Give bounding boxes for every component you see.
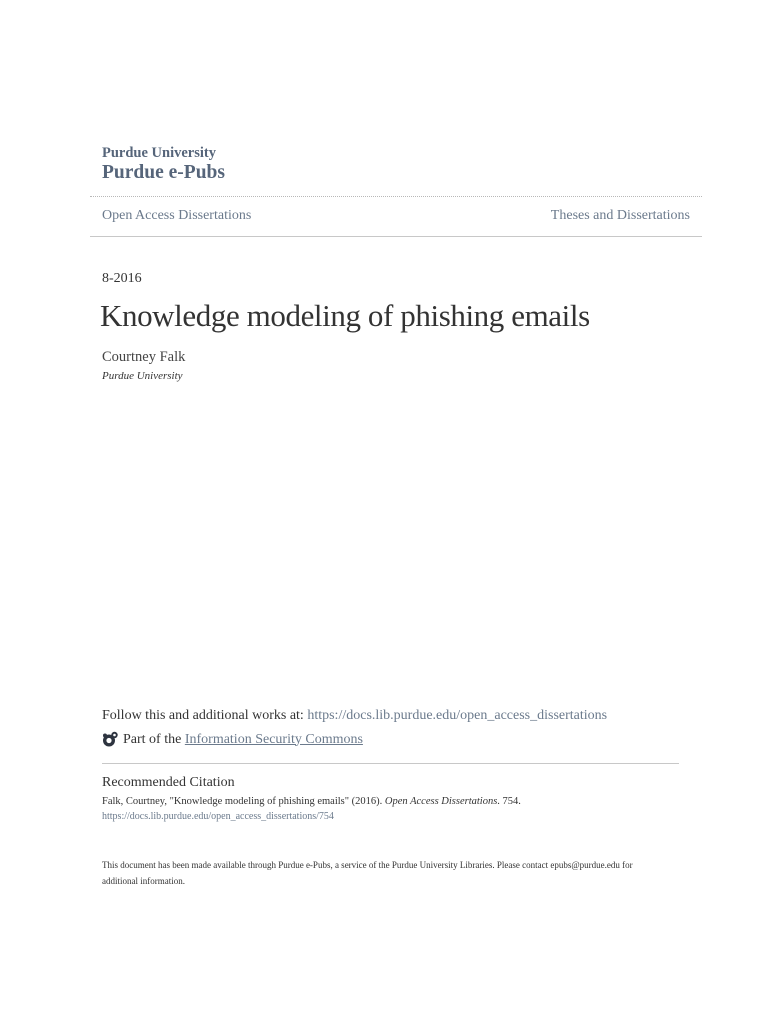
follow-line	[102, 708, 607, 724]
citation-main: Falk, Courtney, "Knowledge modeling of phishing emails" (2016).	[102, 796, 383, 807]
citation-text	[102, 796, 521, 807]
institution-name[interactable]: Purdue University	[102, 145, 216, 161]
repository-name[interactable]: Purdue e-Pubs	[102, 162, 225, 183]
information-security-commons-link[interactable]: Information Security Commons	[184, 731, 363, 747]
citation-series: Open Access Dissertations	[384, 796, 498, 807]
citation-heading: Recommended Citation	[102, 775, 235, 790]
document-title: Knowledge modeling of phishing emails	[100, 298, 590, 333]
publication-date: 8-2016	[102, 271, 142, 286]
citation-url-link[interactable]: https://docs.lib.purdue.edu/open_access_dissertations/754	[102, 811, 334, 822]
parent-collection-link[interactable]: Theses and Dissertations	[550, 208, 690, 223]
citation-number: . 754.	[497, 796, 521, 807]
commons-network-icon	[102, 731, 119, 748]
header-divider	[90, 196, 702, 197]
citation-divider	[102, 763, 679, 764]
author-affiliation: Purdue University	[102, 370, 183, 382]
availability-notice: This document has been made available through Purdue e-Pubs, a service of the Purdue University Libraries. Please contact epubs@purdue.edu for additional information.	[102, 860, 633, 886]
nav-divider	[90, 236, 702, 237]
follow-url-link[interactable]: https://docs.lib.purdue.edu/open_access_dissertations	[307, 708, 608, 723]
author-name: Courtney Falk	[102, 349, 186, 365]
collection-link[interactable]: Open Access Dissertations	[102, 208, 252, 223]
part-of-label: Part of the	[123, 731, 182, 747]
part-of-line	[102, 731, 363, 748]
follow-label: Follow this and additional works at:	[102, 708, 304, 723]
